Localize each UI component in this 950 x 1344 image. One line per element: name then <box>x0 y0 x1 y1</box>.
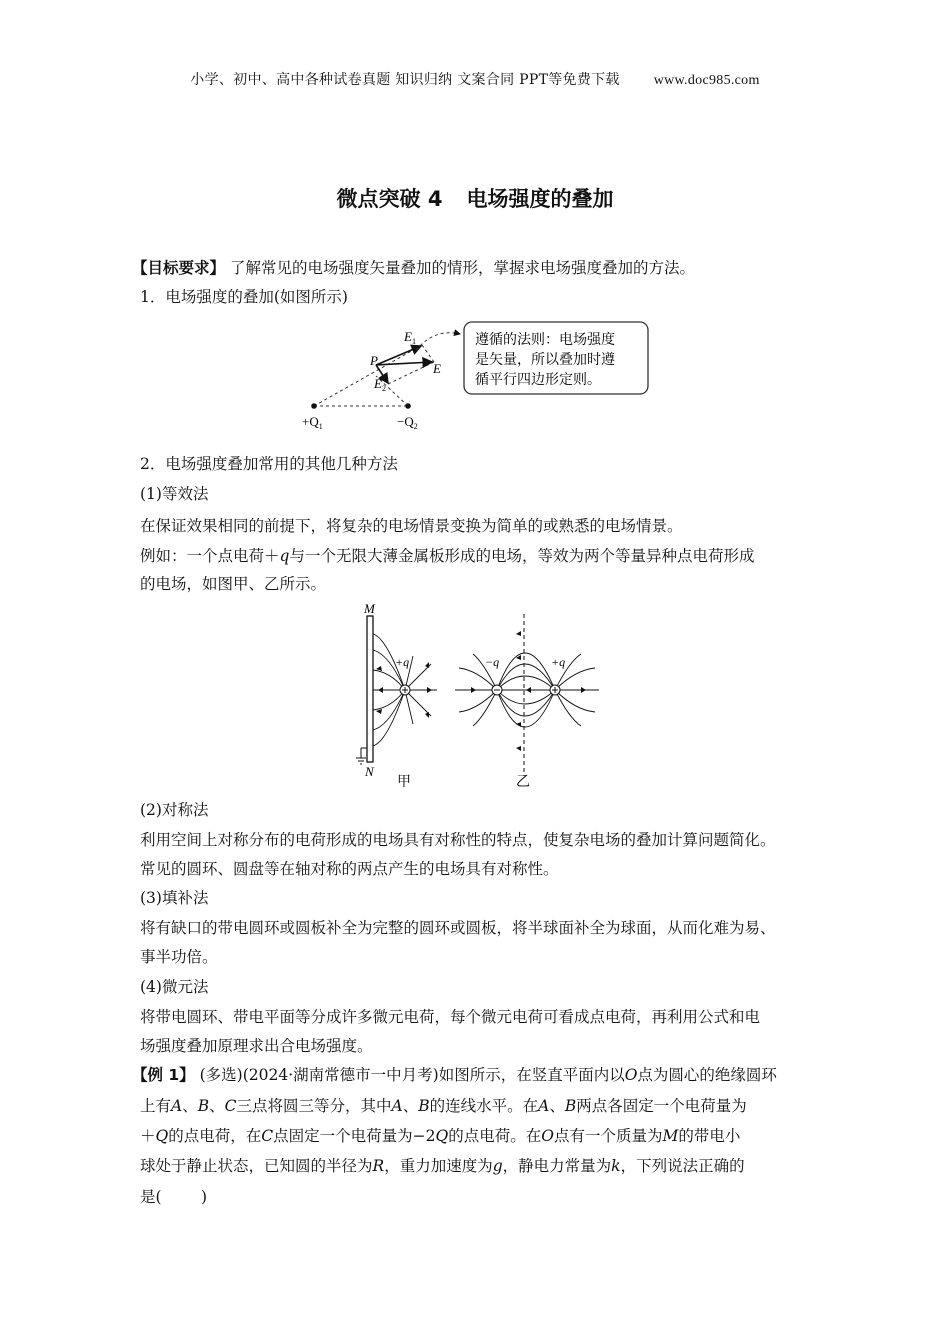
example-line-4: 球处于静止状态，已知圆的半径为R，重力加速度为g，静电力常量为k，下列说法正确的 <box>140 1157 745 1175</box>
method4-paragraph-2: 场强度叠加原理求出合电场强度。 <box>140 1037 373 1055</box>
section1-heading: 1．电场强度的叠加(如图所示) <box>140 288 348 306</box>
method1-heading: (1)等效法 <box>140 485 209 503</box>
goal-line <box>132 258 695 278</box>
method2-paragraph-2: 常见的圆环、圆盘等在轴对称的两点产生的电场具有对称性。 <box>140 860 559 878</box>
example-line-5: 是( ) <box>140 1188 208 1206</box>
method2-paragraph-1: 利用空间上对称分布的电荷形成的电场具有对称性的特点，使复杂电场的叠加计算问题简化。 <box>140 831 776 849</box>
label-e: E <box>433 361 441 376</box>
example-line-2: 上有A、B、C三点将圆三等分，其中A、B的连线水平。在A、B两点各固定一个电荷量为 <box>140 1097 747 1115</box>
note-pointer <box>416 333 460 350</box>
title-part2: 电场强度的叠加 <box>466 187 614 211</box>
page-title <box>0 183 950 213</box>
resultant-vector <box>376 362 432 365</box>
label-q2: $-Q_2$ <box>397 414 418 431</box>
example-line-3: ＋Q的点电荷，在C点固定一个电荷量为−2Q的点电荷。在O点有一个质量为M的带电小 <box>140 1127 741 1145</box>
note-line-1: 遵循的法则：电场强度 <box>475 333 615 348</box>
method1-example-line2: 的电场，如图甲、乙所示。 <box>140 575 327 593</box>
example-line-1: 【例 1】 (多选)(2024·湖南常德市一中月考)如图所示，在竖直平面内以O点为圆心的绝缘圆环 <box>132 1066 777 1084</box>
label-minus-q-yi: −q <box>485 655 500 669</box>
header-text: 小学、初中、高中各种试卷真题 知识归纳 文案合同 PPT等免费下载 <box>190 72 620 88</box>
title-part1: 微点突破 4 <box>336 187 443 211</box>
field-lines-figure <box>355 600 615 790</box>
superposition-diagram <box>300 320 660 432</box>
arrows-yi <box>471 631 586 751</box>
label-plus-q-jia: +q <box>395 655 410 669</box>
method4-paragraph-1: 将带电圆环、带电平面等分成许多微元电荷，每个微元电荷可看成点电荷，再利用公式和电 <box>140 1008 761 1026</box>
charge-q2 <box>405 403 411 409</box>
goal-label: 【目标要求】 <box>132 259 226 277</box>
method2-heading: (2)对称法 <box>140 801 209 819</box>
method3-paragraph-2: 事半功倍。 <box>140 948 218 966</box>
method1-paragraph: 在保证效果相同的前提下，将复杂的电场情景变换为简单的或熟悉的电场情景。 <box>140 517 683 535</box>
method1-example-line1: 例如：一个点电荷＋q与一个无限大薄金属板形成的电场，等效为两个等量异种点电荷形成 <box>140 547 755 565</box>
label-m: M <box>364 601 375 616</box>
method4-heading: (4)微元法 <box>140 978 209 996</box>
parallelogram-side2 <box>388 362 434 384</box>
section2-heading: 2．电场强度叠加常用的其他几种方法 <box>140 455 398 473</box>
metal-plate <box>367 616 373 762</box>
label-e1: $E_1$ <box>404 329 416 346</box>
example-label: 【例 1】 <box>132 1066 195 1084</box>
note-line-3: 循平行四边形定则。 <box>475 373 601 388</box>
label-q1: $+Q_1$ <box>302 414 323 431</box>
goal-text: 了解常见的电场强度矢量叠加的情形，掌握求电场强度叠加的方法。 <box>229 259 695 277</box>
parallelogram-side1 <box>422 345 434 362</box>
method3-heading: (3)填补法 <box>140 889 209 907</box>
header-url[interactable]: www.doc985.com <box>653 73 760 88</box>
label-n: N <box>365 764 374 779</box>
caption-yi: 乙 <box>516 775 530 790</box>
note-line-2: 是矢量，所以叠加时遵 <box>475 353 615 368</box>
method3-paragraph-1: 将有缺口的带电圆环或圆板补全为完整的圆环或圆板，将半球面补全为球面，从而化难为易、 <box>140 919 776 937</box>
page-header <box>0 69 950 89</box>
label-e2: $E_2$ <box>374 376 386 393</box>
label-plus-q-yi: +q <box>551 655 566 669</box>
caption-jia: 甲 <box>397 775 411 790</box>
label-p: P <box>370 353 378 368</box>
charge-q1 <box>311 403 317 409</box>
